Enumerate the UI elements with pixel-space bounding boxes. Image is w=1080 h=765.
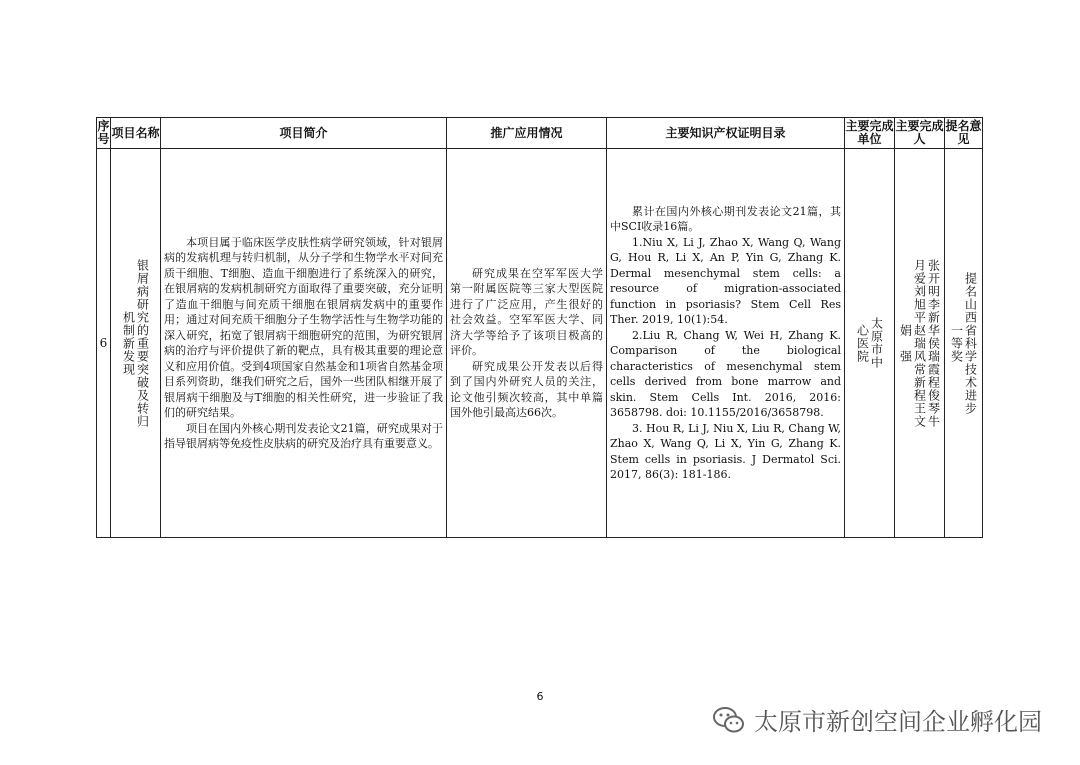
ip-summary: 累计在国内外核心期刊发表论文21篇，其中SCI收录16篇。: [610, 204, 841, 233]
ip-ref-1: 1.Niu X, Li J, Zhao X, Wang Q, Wang G, Hou R, Li X, An P, Yin G, Zhang K. Dermal mesenchymal stem cells: a resource of migration-associated function in psoriasis? Stem Cell Res Ther. 2019, 10(1):54.: [610, 235, 841, 326]
row-unit-cell: [845, 149, 895, 538]
row-unit: 太原市中心医院: [855, 317, 884, 369]
wechat-icon: [712, 705, 746, 735]
header-people: 主要完成人: [895, 118, 945, 149]
page-number: 6: [536, 690, 544, 703]
intro-paragraph-1: 本项目属于临床医学皮肤性病学研究领域，针对银屑病的发病机理与转归机制，从分子学和生物学水平对间充质干细胞、T细胞、造血干细胞进行了系统深入的研究，在银屑病的发病机制研究方面取得了重要突破，充分证明了造血干细胞与间充质干细胞在银屑病发病中的重要作用；通过对间充质干细胞分子生物学活性与生物学功能的深入研究，拓宽了银屑病干细胞研究的范围，为研究银屑病的治疗与评价提供了新的靶点，具有极其重要的理论意义和应用价值。受到4项国家自然基金和1项省自然基金项目系列资助，继我们研究之后，国外一些团队相继开展了银屑病干细胞及与T细胞的相关性研究，进一步验证了我们的研究结果。: [164, 235, 443, 419]
row-promotion-cell: [447, 149, 607, 538]
header-unit: 主要完成单位: [845, 118, 895, 149]
header-intro: 项目简介: [161, 118, 447, 149]
row-people: 张开明李新华侯瑞霞程俊琴牛月爱刘旭平赵瑞风常新程王文娟 强: [898, 258, 941, 428]
row-name-cell: [111, 149, 161, 538]
promotion-paragraph-2: 研究成果公开发表以后得到了国内外研究人员的关注，论文他引频次较高，其中单篇国外他引最高达66次。: [450, 359, 603, 419]
watermark-text: 太原市新创空间企业孵化园: [754, 708, 1042, 736]
header-name: 项目名称: [111, 118, 161, 149]
intro-paragraph-2: 项目在国内外核心期刊发表论文21篇，研究成果对于指导银屑病等免疫性皮肤病的研究及治疗具有重要意义。: [164, 421, 443, 450]
row-people-cell: [895, 149, 945, 538]
row-opinion: 提名山西省科学技术进步一等奖: [949, 271, 978, 415]
header-promotion: 推广应用情况: [447, 118, 607, 149]
table-row: [97, 149, 983, 538]
header-seq: 序号: [97, 118, 111, 149]
row-ip-cell: [607, 149, 845, 538]
project-table: [96, 117, 983, 538]
header-opinion: 提名意见: [945, 118, 983, 149]
row-seq: 6: [97, 149, 111, 538]
row-intro-cell: [161, 149, 447, 538]
watermark: [712, 702, 1042, 737]
promotion-paragraph-1: 研究成果在空军军医大学第一附属医院等三家大型医院进行了广泛应用，产生很好的社会效益。空军军医大学、同济大学等给予了该项目极高的评价。: [450, 266, 603, 357]
ip-ref-3: 3. Hou R, Li J, Niu X, Liu R, Chang W, Zhao X, Wang Q, Li X, Yin G, Zhang K. Stem cells in psoriasis. J Dermatol Sci. 2017, 86(3): 181-186.: [610, 421, 841, 481]
row-name: 银屑病研究的重要突破及转归机制新发现: [121, 258, 150, 428]
header-ip: 主要知识产权证明目录: [607, 118, 845, 149]
table-header-row: [97, 118, 983, 149]
ip-ref-2: 2.Liu R, Chang W, Wei H, Zhang K. Comparison of the biological characteristics of mesenchymal stem cells derived from bone marrow and skin. Stem Cells Int. 2016, 2016: 3658798. doi: 10.1155/2016/3658798.: [610, 328, 841, 419]
row-opinion-cell: [945, 149, 983, 538]
